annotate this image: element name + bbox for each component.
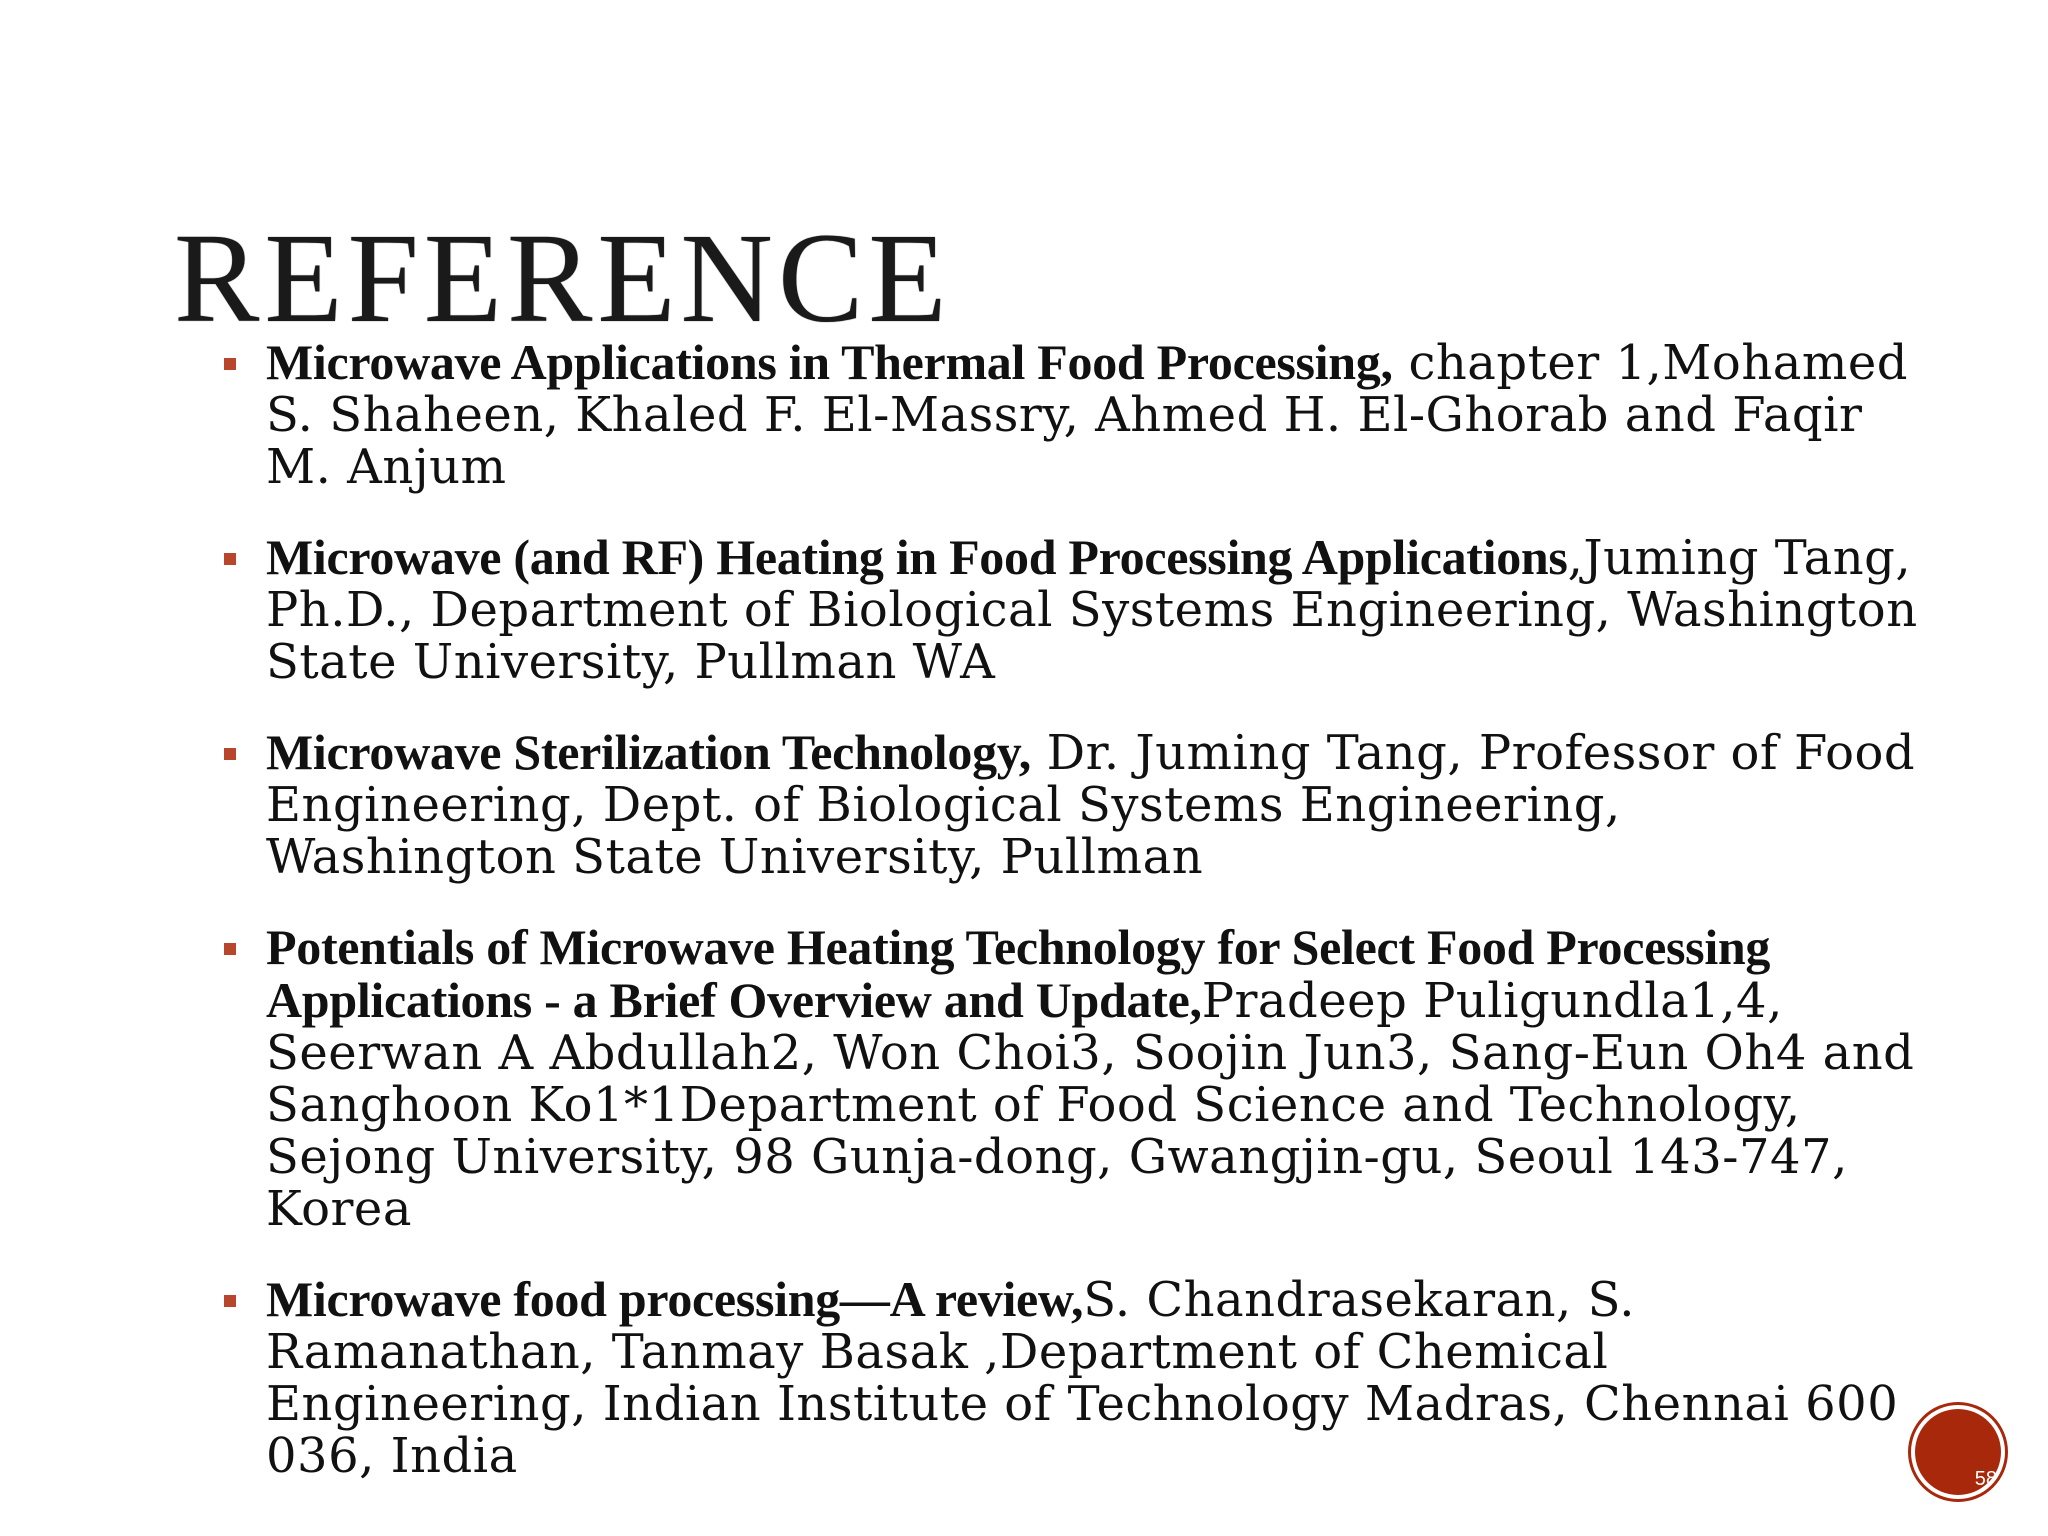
reference-detail: S. Chandrasekaran, S. Ramanathan, Tanmay Basak ,Department of Chemical Engineering, Indian Institute of Technology Madras, Chennai 600 036, India [266, 1272, 1899, 1484]
square-bullet-icon [224, 943, 236, 955]
reference-title: Microwave food processing—A review, [266, 1271, 1084, 1327]
square-bullet-icon [224, 553, 236, 565]
reference-title: Microwave (and RF) Heating in Food Processing Applications [266, 529, 1568, 585]
reference-title: Potentials of Microwave Heating Technology for Select Food Processing Applications - a Brief Overview and Update, [266, 919, 1771, 1028]
reference-item [224, 921, 1924, 1235]
reference-detail: chapter 1,Mohamed S. Shaheen, Khaled F. El-Massry, Ahmed H. El-Ghorab and Faqir M. Anjum [266, 335, 1909, 495]
reference-item [224, 531, 1924, 688]
square-bullet-icon [224, 1295, 236, 1307]
reference-title: Microwave Sterilization Technology, [266, 724, 1031, 780]
page-number-badge [1915, 1409, 2001, 1495]
reference-title: Microwave Applications in Thermal Food Processing, [266, 334, 1393, 390]
square-bullet-icon [224, 358, 236, 370]
page-number: 58 [1974, 1468, 1997, 1490]
reference-detail: Pradeep Puligundla1,4, Seerwan A Abdullah2, Won Choi3, Soojin Jun3, Sang-Eun Oh4 and Sanghoon Ko1*1Department of Food Science and Technology, Sejong University, 98 Gunja-dong, Gwangjin-gu, Seoul 143-747, Korea [266, 973, 1915, 1237]
reference-item [224, 336, 1924, 493]
square-bullet-icon [224, 748, 236, 760]
reference-detail: ,Juming Tang, Ph.D., Department of Biological Systems Engineering, Washington State University, Pullman WA [266, 530, 1918, 690]
reference-list [224, 336, 1924, 1520]
reference-item [224, 1273, 1924, 1482]
slide-title: REFERENCE [174, 207, 952, 349]
reference-item [224, 726, 1924, 883]
reference-detail: Dr. Juming Tang, Professor of Food Engineering, Dept. of Biological Systems Engineering, Washington State University, Pullman [266, 725, 1916, 885]
